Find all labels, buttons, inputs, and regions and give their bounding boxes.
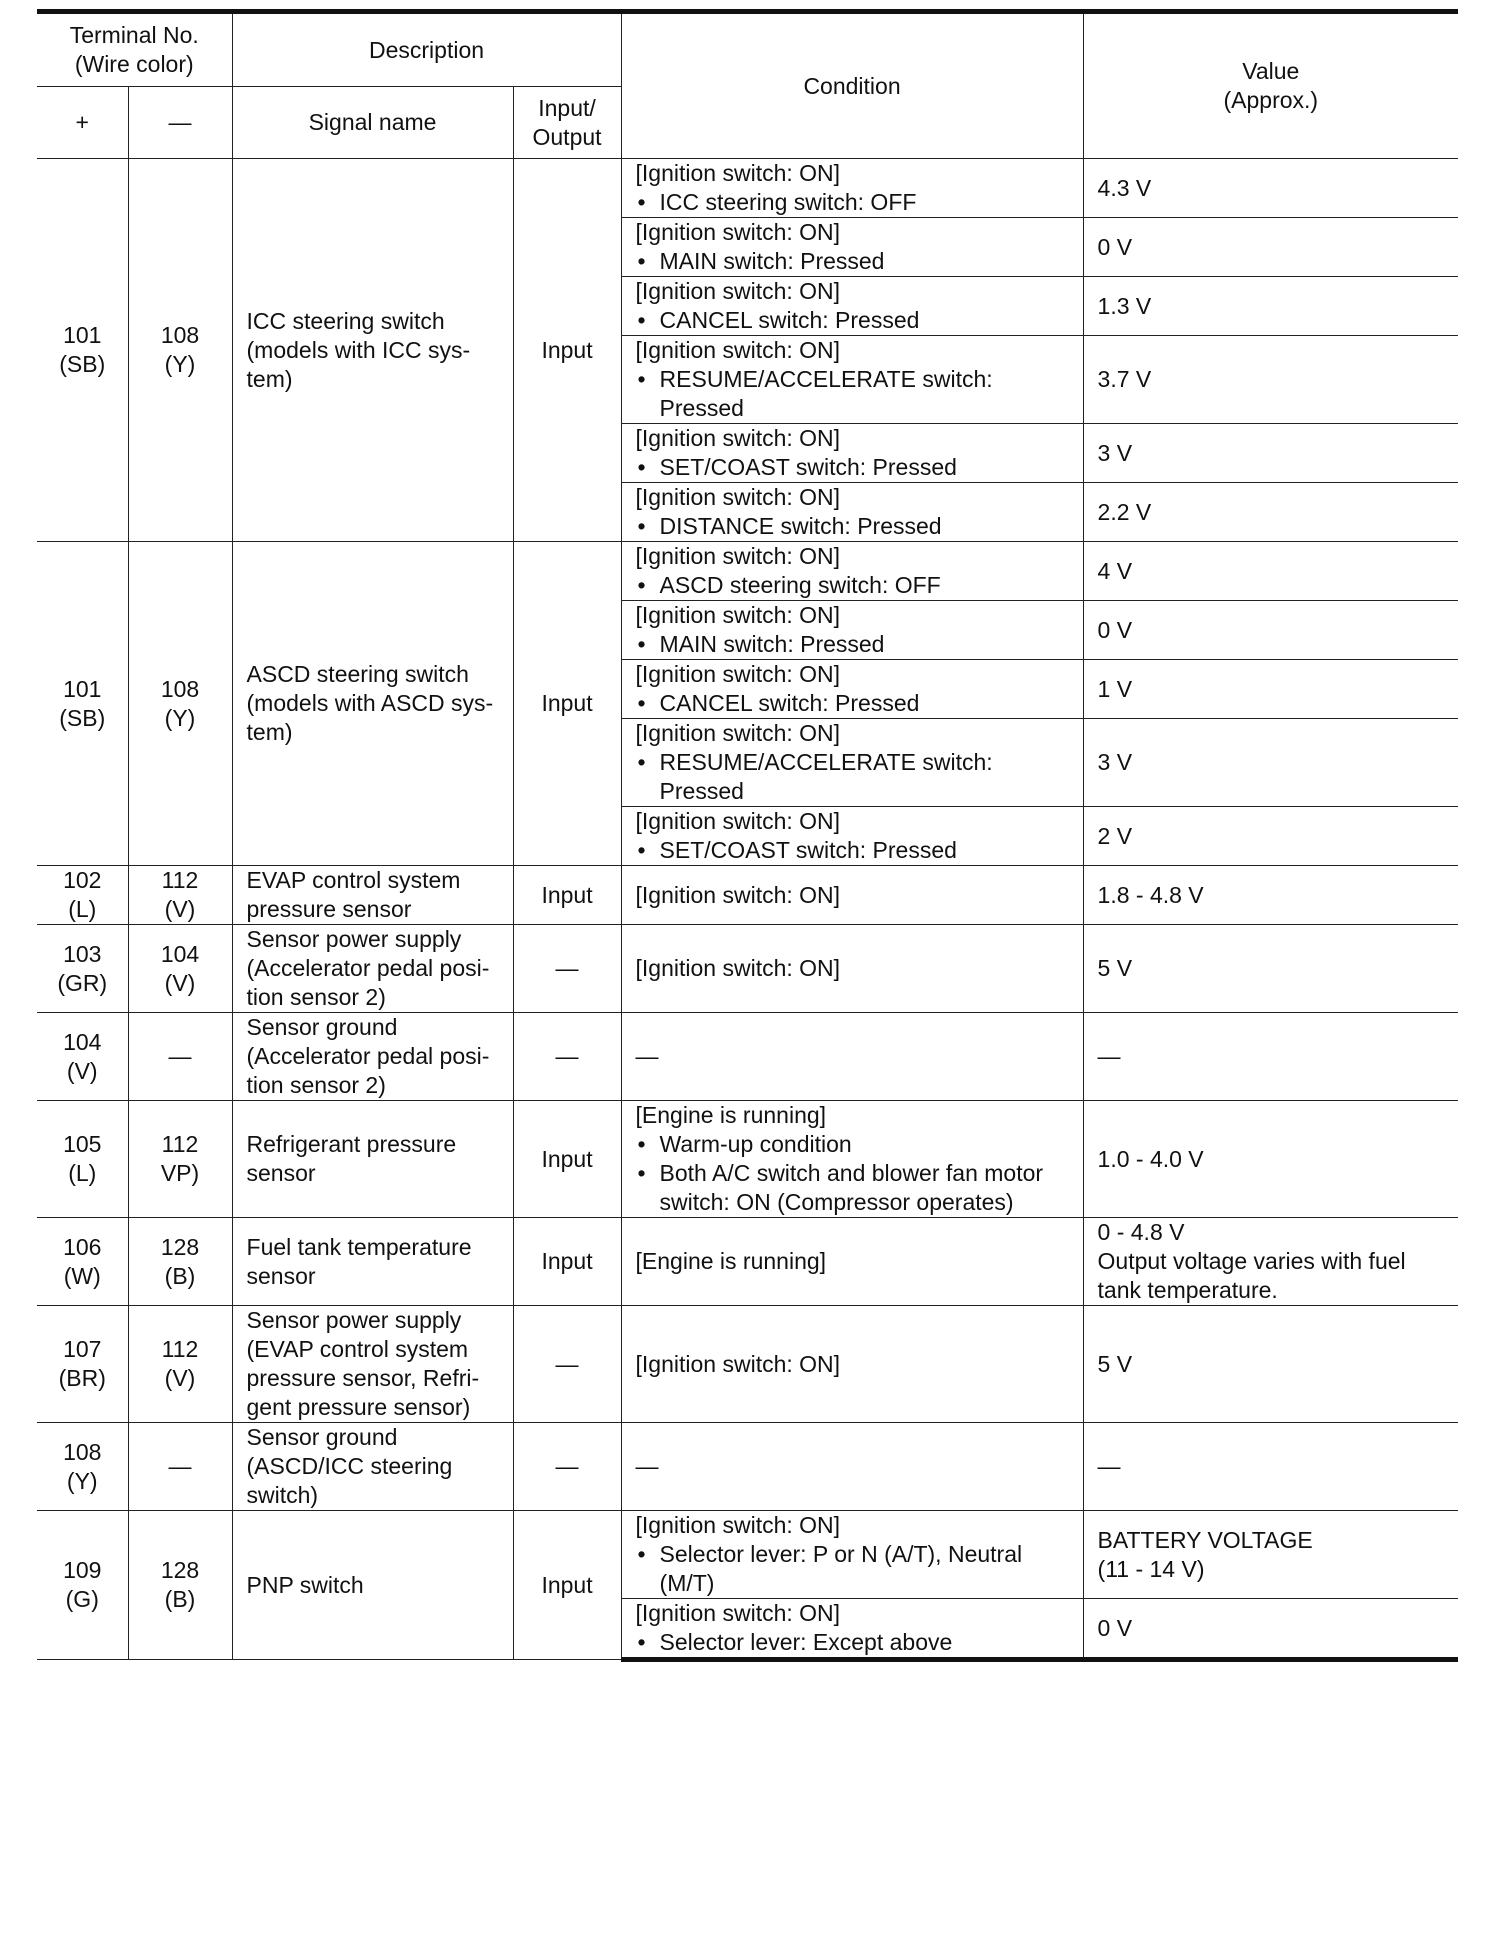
value-text: 0 V (1097, 1614, 1133, 1641)
terminal-minus-cell (128, 1511, 232, 1660)
terminal-no-header: Terminal No. (Wire color) (37, 12, 232, 87)
terminal-minus-cell (128, 1423, 232, 1511)
terminal-plus-text: (L) (68, 896, 97, 922)
condition-cell (621, 1013, 1083, 1101)
table-header (37, 12, 1458, 159)
value-text: 3 V (1097, 749, 1133, 775)
signal-name-text: Sensor power supply (246, 926, 462, 952)
input-output-cell: — (513, 1423, 621, 1511)
signal-name-text: (models with ICC sys- (246, 336, 471, 363)
condition-text: [Ignition switch: ON] (635, 337, 841, 363)
terminal-minus-text: (Y) (164, 704, 196, 731)
table-body (37, 159, 1458, 1660)
condition-text: [Ignition switch: ON] (635, 881, 841, 908)
condition-cell (621, 1423, 1083, 1511)
signal-name-cell (232, 542, 513, 866)
condition-cell (621, 1101, 1083, 1218)
terminal-plus-text: 105 (63, 1131, 102, 1157)
condition-cell (621, 218, 1083, 277)
signal-name-text: ASCD steering switch (246, 661, 469, 687)
value-cell (1083, 1306, 1458, 1423)
value-text: BATTERY VOLTAGE (1097, 1526, 1313, 1553)
condition-cell (621, 1511, 1083, 1599)
signal-name-text: tion sensor 2) (246, 1072, 386, 1098)
terminal-plus-text: 102 (63, 867, 102, 893)
value-text: 2 V (1097, 822, 1133, 849)
condition-text: [Ignition switch: ON] (635, 543, 841, 569)
signal-name-text: pressure sensor, Refri- (246, 1365, 480, 1391)
plus-header: + (37, 87, 128, 159)
value-text: 1.3 V (1097, 292, 1152, 319)
value-cell (1083, 483, 1458, 542)
signal-name-text: (models with ASCD sys- (246, 690, 494, 716)
value-cell (1083, 866, 1458, 925)
terminal-minus-text: 104 (160, 940, 200, 967)
signal-name-text: Sensor ground (246, 1424, 398, 1450)
terminal-plus-cell (37, 1423, 128, 1511)
condition-text: [Ignition switch: ON] (635, 278, 841, 304)
input-output-cell: Input (513, 159, 621, 542)
table-row (37, 1218, 1458, 1306)
value-cell (1083, 925, 1458, 1013)
signal-name-text: Fuel tank temperature (246, 1233, 472, 1260)
minus-header: — (128, 87, 232, 159)
value-text: — (1097, 1043, 1121, 1069)
value-cell (1083, 336, 1458, 424)
input-output-cell: Input (513, 1101, 621, 1218)
terminal-minus-text: (V) (164, 969, 196, 996)
condition-text: [Ignition switch: ON] (635, 1600, 841, 1626)
value-cell (1083, 1423, 1458, 1511)
condition-cell (621, 277, 1083, 336)
input-output-cell: Input (513, 866, 621, 925)
condition-cell (621, 424, 1083, 483)
signal-name-text: Sensor power supply (246, 1307, 462, 1333)
terminal-plus-cell (37, 1511, 128, 1660)
input-output-cell: Input (513, 1511, 621, 1660)
terminal-plus-cell (37, 1013, 128, 1101)
signal-name-cell (232, 866, 513, 925)
input-output-cell: — (513, 1306, 621, 1423)
terminal-minus-cell (128, 925, 232, 1013)
terminal-plus-text: (SB) (59, 351, 106, 377)
condition-cell (621, 660, 1083, 719)
value-cell (1083, 807, 1458, 866)
terminal-minus-text: 108 (160, 322, 200, 348)
value-text: 1.0 - 4.0 V (1097, 1145, 1204, 1172)
value-text: (11 - 14 V) (1097, 1555, 1205, 1582)
signal-name-text: switch) (246, 1482, 319, 1508)
terminal-plus-text: 108 (63, 1438, 102, 1465)
condition-cell (621, 601, 1083, 660)
value-header: Value (Approx.) (1083, 12, 1458, 159)
signal-name-text: Refrigerant pressure (246, 1131, 457, 1157)
terminal-minus-text: 112 (161, 867, 199, 893)
condition-cell (621, 1218, 1083, 1306)
value-cell (1083, 424, 1458, 483)
value-text: 3 V (1097, 439, 1133, 466)
table-row (37, 1013, 1458, 1101)
condition-cell (621, 925, 1083, 1013)
condition-header: Condition (621, 12, 1083, 159)
signal-name-text: gent pressure sensor) (246, 1394, 471, 1420)
table-row (37, 542, 1458, 601)
terminal-plus-cell (37, 542, 128, 866)
condition-cell (621, 542, 1083, 601)
terminal-plus-text: 109 (63, 1557, 102, 1583)
condition-cell (621, 807, 1083, 866)
table-row (37, 925, 1458, 1013)
value-text: 5 V (1097, 1350, 1133, 1377)
condition-cell (621, 483, 1083, 542)
terminal-plus-cell (37, 159, 128, 542)
terminal-plus-text: 103 (63, 940, 102, 967)
terminal-minus-text: — (168, 1453, 192, 1479)
condition-cell (621, 159, 1083, 218)
terminal-plus-text: (GR) (57, 969, 108, 996)
value-text: tank temperature. (1097, 1277, 1278, 1303)
terminal-plus-text: 104 (63, 1028, 102, 1055)
terminal-minus-text: (B) (164, 1262, 196, 1289)
terminal-value-table (37, 9, 1458, 1662)
terminal-minus-text: (B) (164, 1586, 196, 1612)
terminal-minus-text: (V) (164, 1365, 196, 1391)
value-cell (1083, 1511, 1458, 1599)
terminal-minus-text: 112 (161, 1336, 199, 1362)
terminal-minus-cell (128, 866, 232, 925)
signal-name-cell (232, 1218, 513, 1306)
terminal-minus-cell (128, 1013, 232, 1101)
signal-name-cell (232, 1013, 513, 1101)
description-header: Description (232, 12, 621, 87)
signal-name-text: tem) (246, 719, 293, 745)
terminal-plus-text: 107 (63, 1336, 102, 1362)
signal-name-text: tion sensor 2) (246, 984, 386, 1010)
table-row (37, 1101, 1458, 1218)
signal-name-text: (EVAP control system (246, 1336, 469, 1362)
terminal-minus-text: 108 (160, 675, 200, 702)
terminal-plus-cell (37, 1218, 128, 1306)
value-cell (1083, 719, 1458, 807)
value-cell (1083, 1101, 1458, 1218)
condition-cell (621, 1306, 1083, 1423)
value-text: Output voltage varies with fuel (1097, 1248, 1406, 1274)
terminal-minus-cell (128, 1306, 232, 1423)
table-row (37, 1306, 1458, 1423)
signal-name-text: sensor (246, 1262, 316, 1289)
signal-name-text: tem) (246, 365, 293, 392)
condition-text: [Ignition switch: ON] (635, 484, 841, 510)
signal-name-text: (Accelerator pedal posi- (246, 955, 490, 981)
terminal-minus-cell (128, 542, 232, 866)
condition-bullet: • Warm-up condition (636, 1130, 1077, 1159)
signal-name-cell (232, 1101, 513, 1218)
value-text: 5 V (1097, 955, 1133, 981)
signal-name-cell (232, 925, 513, 1013)
signal-name-text: (Accelerator pedal posi- (246, 1043, 490, 1069)
condition-text: — (635, 1043, 659, 1069)
terminal-minus-cell (128, 159, 232, 542)
condition-cell (621, 336, 1083, 424)
value-cell (1083, 542, 1458, 601)
condition-bullet: • Both A/C switch and blower fan motor switch: ON (Compressor operates) (636, 1159, 1077, 1217)
terminal-minus-text: 112 (161, 1131, 199, 1157)
signal-name-header: Signal name (232, 87, 513, 159)
terminal-minus-text: (Y) (164, 351, 196, 377)
value-text: — (1097, 1453, 1121, 1479)
terminal-plus-text: (Y) (66, 1467, 98, 1494)
condition-text: [Engine is running] (635, 1248, 827, 1274)
condition-text: [Ignition switch: ON] (635, 219, 841, 245)
signal-name-text: EVAP control system (246, 867, 461, 893)
condition-cell (621, 866, 1083, 925)
value-text: 1.8 - 4.8 V (1097, 881, 1204, 908)
condition-text: [Ignition switch: ON] (635, 1512, 841, 1538)
terminal-minus-text: 128 (160, 1557, 200, 1583)
input-output-header: Input/ Output (513, 87, 621, 159)
value-text: 3.7 V (1097, 366, 1152, 392)
condition-text: — (635, 1453, 659, 1479)
value-cell (1083, 601, 1458, 660)
terminal-plus-text: (L) (68, 1160, 97, 1186)
condition-text: [Ignition switch: ON] (635, 602, 841, 628)
condition-text: [Ignition switch: ON] (635, 661, 841, 687)
condition-bullet: • ICC steering switch: OFF (636, 188, 1077, 217)
input-output-cell: Input (513, 542, 621, 866)
signal-name-text: ICC steering switch (246, 307, 445, 334)
signal-name-cell (232, 1511, 513, 1660)
terminal-plus-text: 101 (63, 322, 102, 348)
value-text: 2.2 V (1097, 498, 1152, 525)
condition-bullet: • RESUME/ACCELERATE switch: Pressed (636, 748, 1077, 806)
terminal-minus-text: 128 (160, 1233, 200, 1260)
terminal-plus-text: (SB) (59, 704, 106, 731)
terminal-plus-cell (37, 1306, 128, 1423)
condition-text: [Ignition switch: ON] (635, 955, 841, 981)
table-row (37, 159, 1458, 218)
value-cell (1083, 1218, 1458, 1306)
table-row (37, 1511, 1458, 1599)
signal-name-cell (232, 1423, 513, 1511)
table-row (37, 1423, 1458, 1511)
terminal-plus-text: (W) (63, 1262, 101, 1289)
condition-text: [Ignition switch: ON] (635, 160, 841, 186)
signal-name-text: pressure sensor (246, 896, 412, 922)
signal-name-text: Sensor ground (246, 1014, 398, 1040)
terminal-plus-text: 106 (63, 1233, 102, 1260)
value-text: 4.3 V (1097, 174, 1152, 201)
terminal-plus-text: (G) (65, 1586, 99, 1612)
terminal-minus-text: (V) (164, 896, 196, 922)
condition-cell (621, 1599, 1083, 1660)
condition-bullet: • SET/COAST switch: Pressed (636, 453, 1077, 482)
terminal-plus-text: (BR) (58, 1365, 106, 1391)
terminal-plus-cell (37, 1101, 128, 1218)
value-text: 1 V (1097, 675, 1133, 702)
condition-bullet: • SET/COAST switch: Pressed (636, 836, 1077, 865)
value-cell (1083, 277, 1458, 336)
terminal-minus-text: VP) (160, 1160, 200, 1186)
condition-bullet: • Selector lever: P or N (A/T), Neutral (M/T) (636, 1540, 1077, 1598)
condition-bullet: • ASCD steering switch: OFF (636, 571, 1077, 600)
value-cell (1083, 660, 1458, 719)
terminal-minus-cell (128, 1218, 232, 1306)
input-output-cell: Input (513, 1218, 621, 1306)
value-text: 0 V (1097, 616, 1133, 643)
terminal-plus-text: 101 (63, 675, 102, 702)
value-cell (1083, 218, 1458, 277)
signal-name-cell (232, 159, 513, 542)
table-row (37, 866, 1458, 925)
value-cell (1083, 1013, 1458, 1101)
condition-bullet: • MAIN switch: Pressed (636, 247, 1077, 276)
signal-name-text: sensor (246, 1160, 316, 1186)
condition-cell (621, 719, 1083, 807)
input-output-cell: — (513, 925, 621, 1013)
condition-text: [Engine is running] (635, 1102, 827, 1128)
input-output-cell: — (513, 1013, 621, 1101)
value-text: 0 V (1097, 233, 1133, 260)
terminal-plus-text: (V) (66, 1057, 98, 1084)
condition-bullet: • RESUME/ACCELERATE switch: Pressed (636, 365, 1077, 423)
condition-bullet: • Selector lever: Except above (636, 1628, 1077, 1657)
condition-bullet: • CANCEL switch: Pressed (636, 689, 1077, 718)
condition-text: [Ignition switch: ON] (635, 1350, 841, 1377)
value-cell (1083, 1599, 1458, 1660)
condition-text: [Ignition switch: ON] (635, 720, 841, 746)
condition-bullet: • CANCEL switch: Pressed (636, 306, 1077, 335)
value-cell (1083, 159, 1458, 218)
signal-name-cell (232, 1306, 513, 1423)
condition-text: [Ignition switch: ON] (635, 425, 841, 451)
terminal-minus-cell (128, 1101, 232, 1218)
signal-name-text: PNP switch (246, 1571, 364, 1598)
value-text: 4 V (1097, 557, 1133, 584)
condition-text: [Ignition switch: ON] (635, 808, 841, 834)
terminal-minus-text: — (168, 1043, 192, 1069)
value-text: 0 - 4.8 V (1097, 1219, 1185, 1245)
condition-bullet: • MAIN switch: Pressed (636, 630, 1077, 659)
terminal-plus-cell (37, 925, 128, 1013)
terminal-plus-cell (37, 866, 128, 925)
condition-bullet: • DISTANCE switch: Pressed (636, 512, 1077, 541)
signal-name-text: (ASCD/ICC steering (246, 1453, 453, 1479)
